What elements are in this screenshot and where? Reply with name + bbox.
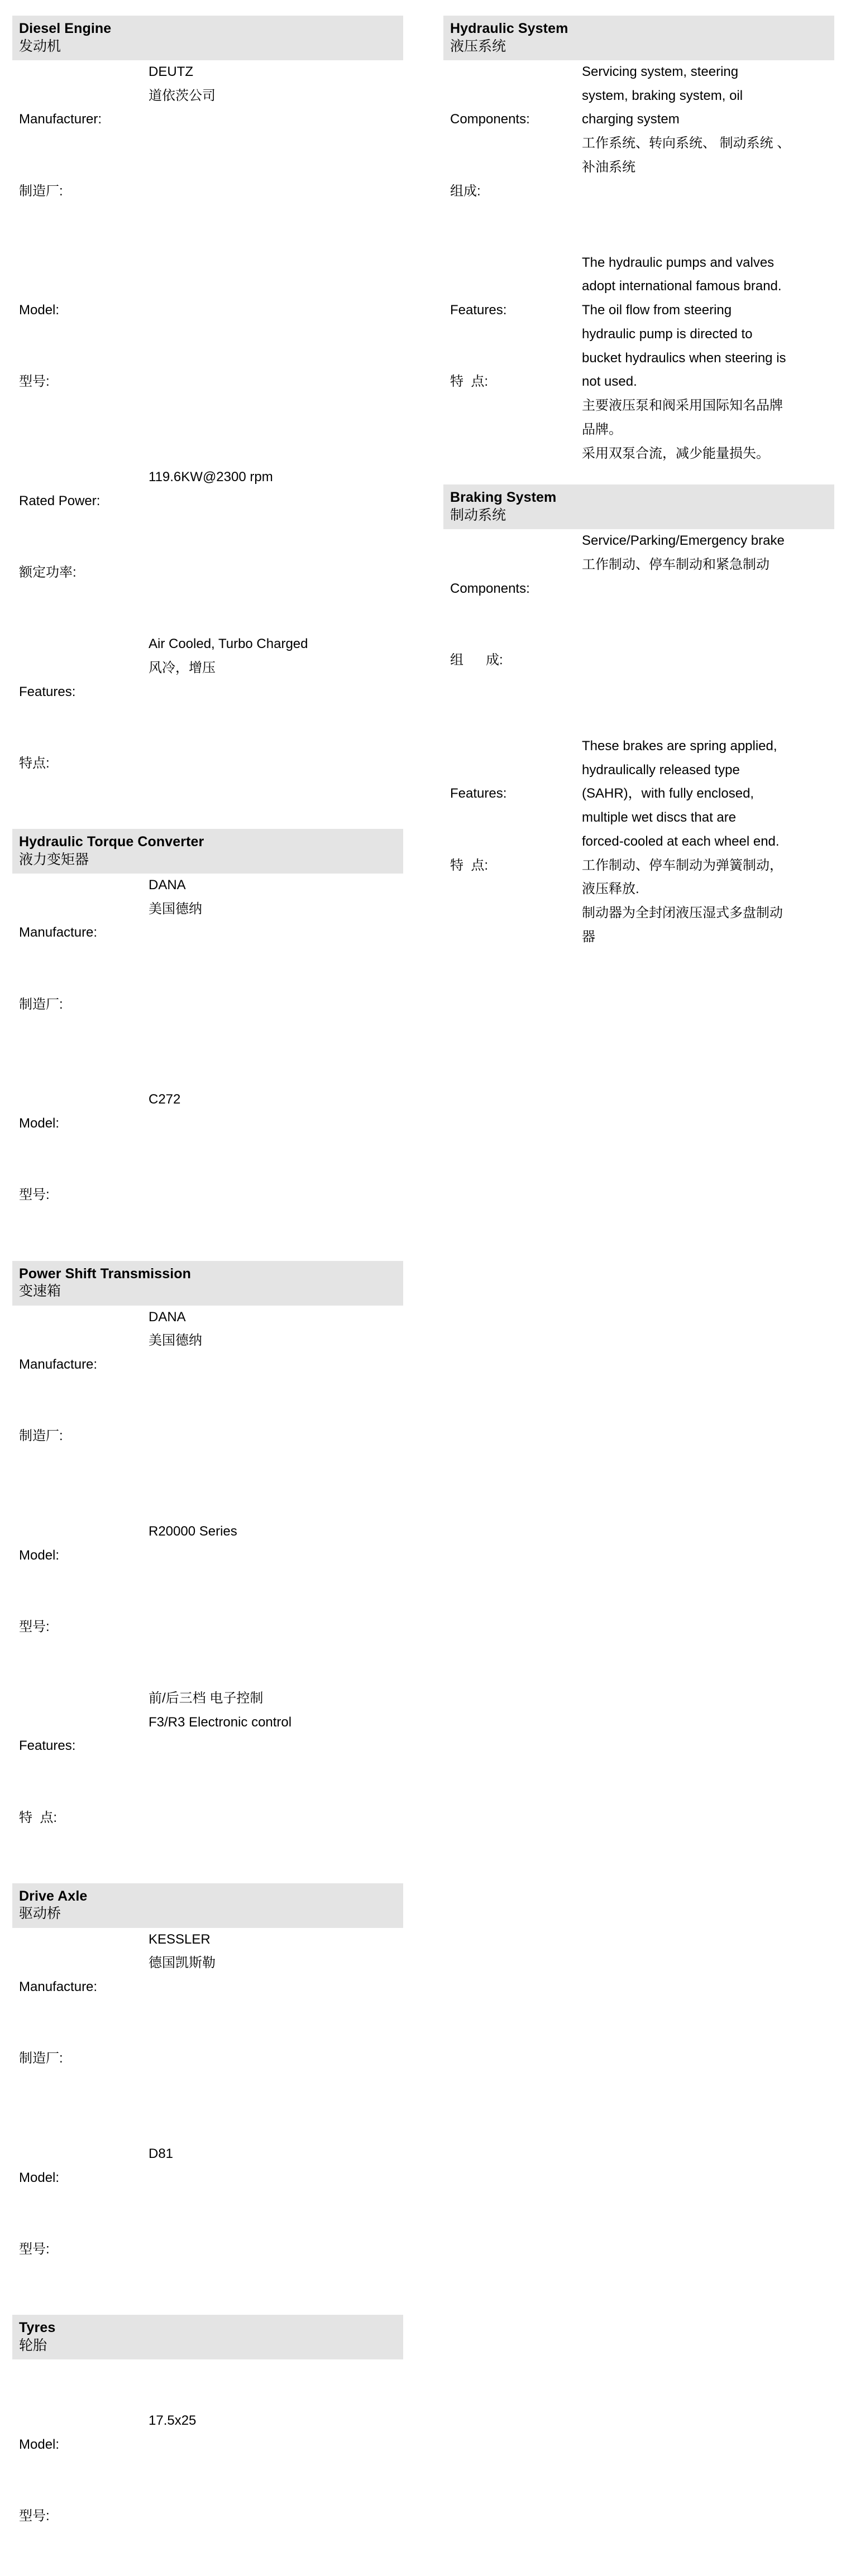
spec-label-en: Components: [450,112,530,127]
spec-value-line: 采用双泵合流，减少能量损失。 [582,445,769,461]
spec-label-zh: 组成: [450,183,481,199]
spec-label-zh: 型号: [19,2242,50,2257]
section-rows [443,529,834,949]
spec-label-en: Model: [19,303,60,318]
spec-label [19,874,149,1064]
spec-label [450,735,582,925]
spec-label [19,1064,149,1255]
spec-value-zh: 美国德纳 [149,901,202,917]
spec-label [19,60,149,251]
section-header-hydraulic-system [443,16,834,60]
section-header-diesel-engine [12,16,403,60]
spec-value-en: Air Cooled, Turbo Charged [149,636,308,652]
spec-label [19,251,149,442]
spec-label-zh: 额定功率: [19,565,77,581]
spec-row [19,874,396,1064]
spec-label-zh: 型号: [19,1187,50,1203]
spec-label-zh: 制造厂: [19,183,63,199]
section-title-zh: 制动系统 [450,507,506,523]
row-spacer [19,2359,396,2385]
section-braking-system [443,485,834,949]
spec-row [19,1064,396,1255]
spec-label [450,60,582,251]
section-hydraulic-torque-converter [12,829,403,1255]
spec-value-line: The oil flow from steering [582,303,732,318]
spec-label-zh: 特点: [19,755,50,771]
spec-row [450,735,828,949]
spec-value-line: 液压释放. [582,881,639,897]
spec-value [582,60,828,180]
spec-label-en: Model: [19,2170,60,2185]
spec-value-en: R20000 Series [149,1523,237,1539]
spec-label-en: Features: [19,1738,76,1754]
spec-value-line: charging system [582,112,680,127]
spec-label-en: Manufacture: [19,1979,98,1995]
section-tyres [12,2315,403,2576]
spec-value-line: These brakes are spring applied, [582,738,777,754]
spec-label [450,529,582,720]
spec-label-en: Rated Power: [19,493,101,509]
spec-value-line: 器 [582,929,595,944]
spec-label-en: Manufacturer: [19,112,102,127]
section-title-en: Hydraulic System [450,21,568,36]
spec-value-en: KESSLER [149,1931,211,1947]
section-spacer [12,823,403,829]
spec-value [582,251,828,466]
spec-value-line: 制动器为全封闭液压湿式多盘制动 [582,905,783,920]
spec-label-en: Model: [19,1116,60,1131]
spec-row [19,1928,396,2119]
spec-label-zh: 型号: [19,2508,50,2524]
spec-value [149,1496,396,1543]
spec-value-en: DANA [149,877,186,893]
spec-value-en: 前/后三档 电子控制 [149,1691,264,1706]
spec-row [19,2119,396,2310]
section-header-drive-axle [12,1883,403,1928]
spec-label [19,1496,149,1687]
spec-row [19,632,396,823]
spec-value [149,2119,396,2166]
spec-label-zh: 制造厂: [19,1428,63,1444]
spec-label-en: Manufacture: [19,925,98,941]
right-column [443,16,834,949]
spec-value [149,632,396,680]
spec-row [19,251,396,442]
spec-value-zh: 美国德纳 [149,1333,202,1349]
spec-row [19,1496,396,1687]
section-title-zh: 液压系统 [450,38,506,54]
spec-value-line: 补油系统 [582,159,635,175]
spec-value-en: C272 [149,1092,181,1107]
spec-label [19,2119,149,2310]
spec-row [19,1306,396,1496]
section-rows [12,2359,403,2576]
spec-value [149,2385,396,2433]
spec-value-line: multiple wet discs that are [582,810,737,826]
spec-label [19,442,149,633]
spec-value-en: 17.5x25 [149,2412,197,2428]
spec-value-line: 品牌。 [582,421,622,437]
spec-label-zh: 特 点: [450,857,489,873]
spec-value-line: adopt international famous brand. [582,279,782,294]
section-title-zh: 液力变矩器 [19,851,89,867]
left-column [12,16,403,2576]
section-header-power-shift-transmission [12,1261,403,1306]
spec-label-en: Model: [19,1547,60,1563]
spec-label [19,1306,149,1496]
spec-value-line: forced-cooled at each wheel end. [582,833,780,849]
section-spacer [12,1255,403,1261]
section-title-en: Hydraulic Torque Converter [19,834,204,850]
section-rows [12,1928,403,2310]
section-header-braking-system [443,485,834,529]
spec-label-zh: 制造厂: [19,2051,63,2066]
spec-value-en: DEUTZ [149,64,193,79]
section-hydraulic-system [443,16,834,466]
section-title-en: Braking System [450,490,557,506]
section-title-zh: 驱动桥 [19,1906,61,1922]
section-diesel-engine [12,16,403,823]
spec-label-zh: 制造厂: [19,996,63,1012]
section-rows [12,874,403,1255]
spec-label-zh: 型号: [19,374,50,390]
spec-value-en: D81 [149,2146,174,2162]
section-title-en: Power Shift Transmission [19,1265,192,1282]
spec-value-line: not used. [582,374,637,390]
spec-value-line: hydraulic pump is directed to [582,326,753,342]
spec-row [19,442,396,633]
spec-label-en: Features: [450,786,507,802]
spec-value-zh: 风冷，增压 [149,660,216,675]
section-title-zh: 变速箱 [19,1283,61,1299]
row-spacer [450,720,828,735]
spec-value [149,874,396,921]
spec-value [149,442,396,490]
spec-value-line: (SAHR)，with fully enclosed, [582,786,754,802]
spec-row [19,2385,396,2576]
section-rows [12,1306,403,1878]
spec-row [450,60,828,251]
spec-value-zh: 道依茨公司 [149,88,216,103]
section-header-hydraulic-torque-converter [12,829,403,874]
spec-value [582,529,828,577]
spec-label-en: Features: [19,684,76,699]
spec-label [19,1687,149,1878]
spec-label-en: Components: [450,581,530,596]
spec-value-line: system, braking system, oil [582,88,743,103]
spec-value [149,1928,396,1975]
spec-row [19,60,396,251]
spec-label [19,2385,149,2576]
spec-row [450,251,828,466]
spec-value-line: 工作制动、停车制动和紧急制动 [582,557,769,572]
spec-value [149,1306,396,1353]
spec-label-en: Features: [450,303,507,318]
section-drive-axle [12,1883,403,2310]
section-spacer [12,2309,403,2315]
spec-label-zh: 组 成: [450,652,503,668]
spec-label-zh: 型号: [19,1619,50,1634]
section-title-en: Diesel Engine [19,21,112,36]
section-title-zh: 发动机 [19,38,61,54]
spec-value-line: Servicing system, steering [582,64,739,79]
spec-row [19,1687,396,1878]
spec-value [582,735,828,949]
spec-label-en: Model: [19,2436,60,2452]
spec-label-en: Manufacture: [19,1356,98,1372]
spec-value-zh: 德国凯斯勒 [149,1955,216,1971]
spec-label-zh: 特 点: [450,374,489,390]
spec-label [19,632,149,823]
section-title-en: Drive Axle [19,1888,88,1904]
spec-value [149,1687,396,1734]
spec-value-line: 工作制动、停车制动为弹簧制动， [582,857,783,873]
section-spacer [12,1878,403,1883]
two-column-layout [12,16,834,2576]
spec-label [450,251,582,442]
spec-value-zh: F3/R3 Electronic control [149,1714,292,1730]
section-rows [443,60,834,466]
section-spacer [443,466,834,485]
spec-value [149,60,396,108]
spec-value-line: bucket hydraulics when steering is [582,350,786,366]
section-title-en: Tyres [19,2320,56,2336]
section-header-tyres [12,2315,403,2359]
section-title-zh: 轮胎 [19,2337,47,2353]
section-rows [12,60,403,823]
spec-value-line: The hydraulic pumps and valves [582,255,775,270]
spec-row [450,529,828,720]
spec-value-line: 主要液压泵和阀采用国际知名品牌 [582,398,783,414]
spec-label-zh: 特 点: [19,1810,58,1825]
section-power-shift-transmission [12,1261,403,1878]
spec-value [149,1064,396,1112]
spec-label [19,1928,149,2119]
spec-value-line: 工作系统、转向系统、 制动系统 、 [582,136,791,151]
spec-value-line: hydraulically released type [582,762,740,778]
spec-value-en: 119.6KW@2300 rpm [149,469,273,485]
spec-value-line: Service/Parking/Emergency brake [582,533,785,549]
spec-value-en: DANA [149,1309,186,1325]
